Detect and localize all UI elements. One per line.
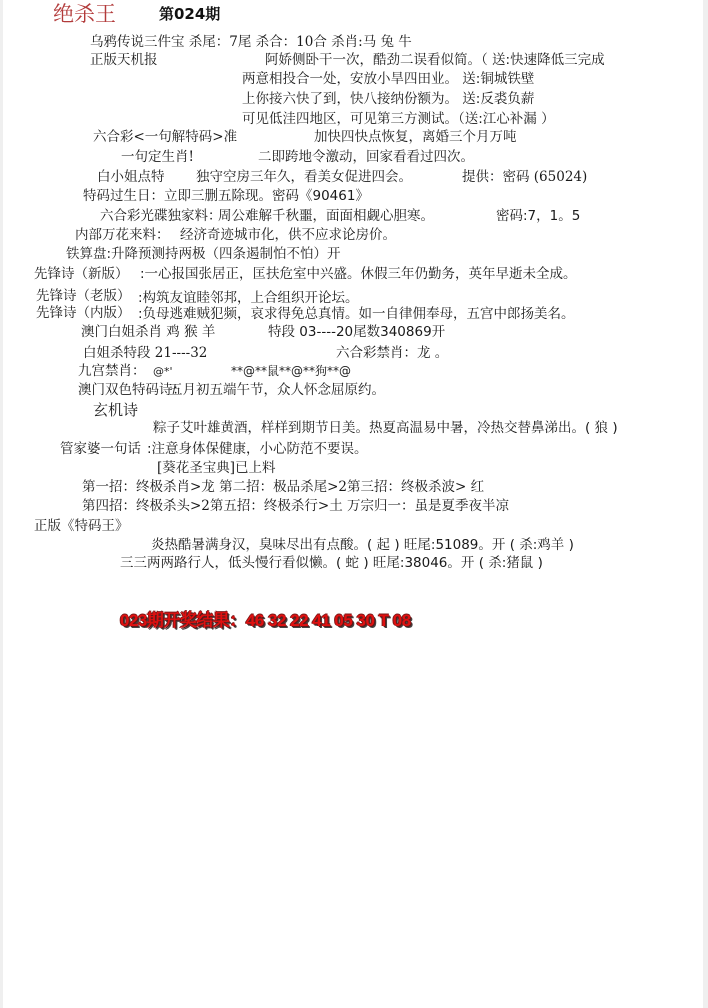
- miss-bai-label: 白小姐点特: [97, 169, 165, 185]
- one-sentence-label: 六合彩<一句解特码>准: [93, 129, 238, 145]
- nine-palace-b: **@**鼠**@**狗**@: [231, 364, 352, 378]
- double-color-label: 澳门双色特码诗：: [78, 382, 186, 398]
- forbidden-zodiac: 六合彩禁肖：龙 。: [336, 345, 449, 361]
- poem-old-text: :构筑友谊睦邻邦，上合组织开论坛。: [138, 290, 359, 306]
- disc-code: 密码:7，1。5: [496, 208, 581, 224]
- brand-title: 绝杀王: [53, 2, 116, 26]
- issue-number: 第024期: [159, 5, 221, 23]
- bai-kill-segment: 白姐杀特段 21----32: [83, 345, 208, 361]
- nine-palace-label: 九宫禁肖：: [78, 363, 146, 379]
- tianji-line-4: 可见低洼四地区，可见第三方测试。（送:江心补漏 ）: [242, 111, 555, 127]
- internal-label: 内部万花来料：: [75, 227, 170, 243]
- poem-old-label: 先锋诗（老版）: [36, 288, 131, 304]
- miss-bai-text: 独守空房三年久，看美女促进四会。: [196, 169, 412, 185]
- macau-kill-line: 澳门白姐杀肖 鸡 猴 羊: [81, 324, 216, 340]
- tianji-label: 正版天机报: [90, 52, 158, 68]
- xuanji-text: 粽子艾叶雄黄酒，样样到期节日美。热夏高温易中暑，冷热交替鼻涕出。( 狼 ): [153, 420, 618, 436]
- crow-treasure-line: 乌鸦传说三件宝 杀尾：7尾 杀合：10合 杀肖:马 兔 牛: [90, 34, 412, 50]
- tianji-line-1: 阿娇侧卧干一次，酷劲二误看似简。（ 送:快速降低三完成: [265, 52, 605, 68]
- moves-line-1: 第一招：终极杀肖>龙 第二招：极品杀尾>2第三招：终极杀波> 红: [82, 479, 485, 495]
- document-page: [3, 0, 703, 1008]
- xuanji-label: 玄机诗: [93, 401, 139, 419]
- housekeeper-text: :注意身体保健康，小心防范不要误。: [147, 441, 368, 457]
- abacus-line: 铁算盘:升降预测持两极（四条遏制怕不怕）开: [66, 246, 341, 262]
- kuihua-title: [葵花圣宝典]已上料: [157, 460, 276, 476]
- birthday-line: 特码过生日：立即三删五除现。密码《90461》: [83, 188, 369, 204]
- double-color-text: 五月初五端午节，众人怀念屈原约。: [169, 382, 385, 398]
- poem-new-text: :一心报国张居正，匡扶危室中兴盛。休假三年仍勤务，英年早逝未全成。: [140, 266, 577, 282]
- disc-label: 六合彩光碟独家料：: [100, 208, 222, 224]
- internal-text: 经济奇迹城市化，供不应求论房价。: [180, 227, 396, 243]
- moves-line-2: 第四招：终极杀头>2第五招：终极杀行>土 万宗归一：虽是夏季夜半凉: [82, 498, 510, 514]
- provide-code: 提供：密码 (65024): [462, 169, 588, 185]
- tianji-line-2: 两意相投合一处，安放小旱四田业。 送:铜城铁壁: [242, 71, 535, 87]
- housekeeper-label: 管家婆一句话: [60, 441, 141, 457]
- poem-inner-label: 先锋诗（内版）: [36, 305, 131, 321]
- nine-palace-a: @*': [153, 365, 173, 378]
- poem-inner-text: :负母逃难贼犯频，哀求得免总真情。如一自律佣奉母，五宫中郎扬美名。: [138, 306, 575, 322]
- zodiac-label: 一句定生肖!: [121, 149, 194, 165]
- draw-results: 023期开奖结果：46 32 22 41 05 30 T 08: [120, 611, 411, 630]
- tema-king-label: 正版《特码王》: [34, 518, 129, 534]
- special-segment: 特段 03----20尾数340869开: [268, 324, 446, 340]
- tianji-line-3: 上你接六快了到，快八接纳份额为。 送:反裘负薪: [242, 91, 535, 107]
- poem-new-label: 先锋诗（新版）: [34, 266, 129, 282]
- disc-text: 周公难解千秋噩，面面相觑心胆寒。: [218, 208, 434, 224]
- tema-king-line-2: 三三两两路行人，低头慢行看似懒。( 蛇 ) 旺尾:38046。开 ( 杀:猪鼠 ): [120, 555, 543, 571]
- tema-king-line-1: 炎热酷暑满身汉，臭味尽出有点酸。( 起 ) 旺尾:51089。开 ( 杀:鸡羊 ): [151, 537, 574, 553]
- zodiac-text: 二即跨地令激动，回家看看过四次。: [258, 149, 474, 165]
- one-sentence-text: 加快四快点恢复，离婚三个月万吨: [314, 129, 517, 145]
